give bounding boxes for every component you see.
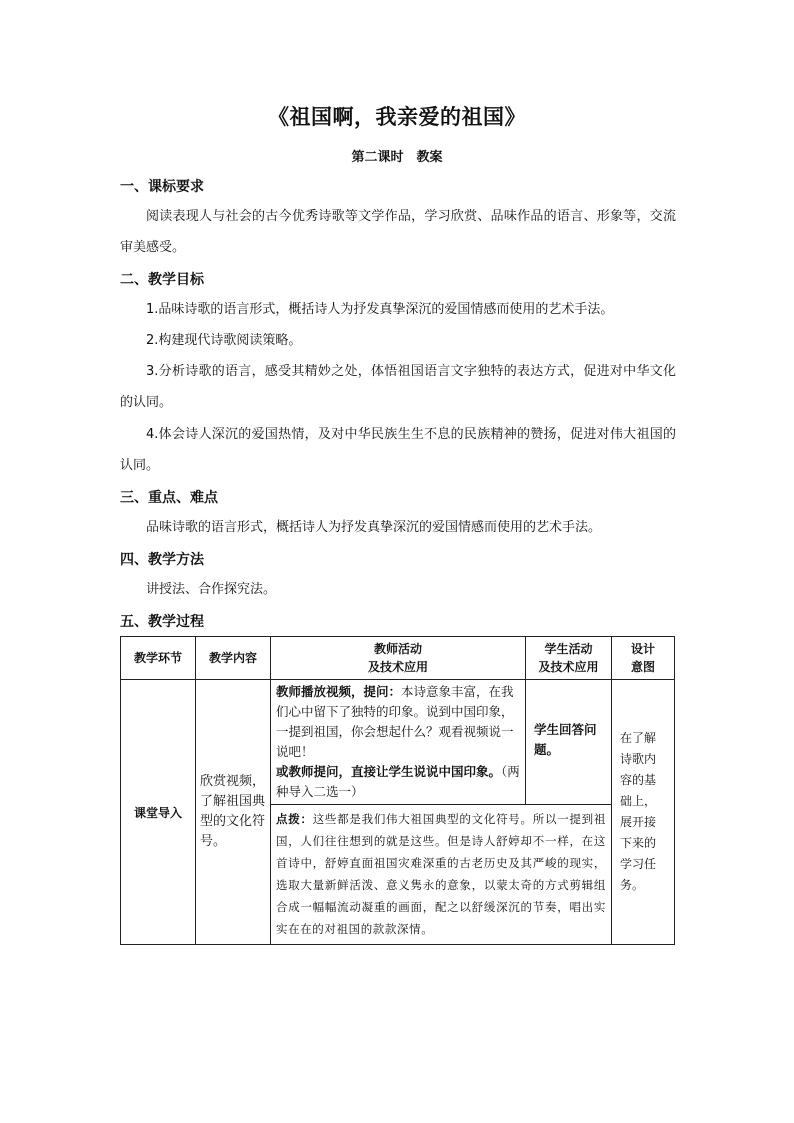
cell-teacher-activity (271, 680, 526, 805)
table-header-row (121, 637, 675, 680)
teacher-alt-bold: 或教师提问，直接让学生说说中国印象。 (276, 764, 502, 779)
header-teacher-line1: 教师活动 (373, 642, 422, 656)
objective-item-2: 2.构建现代诗歌阅读策略。 (146, 333, 302, 348)
cell-env: 课堂导入 (121, 680, 196, 945)
cell-teacher-guidance (271, 805, 612, 945)
page-subtitle: 第二课时 教案 (351, 150, 443, 165)
cell-content: 欣赏视频，了解祖国典型的文化符号。 (196, 680, 271, 945)
teacher-prompt-bold: 教师播放视频，提问： (276, 684, 402, 699)
section-heading-objectives: 二、教学目标 (120, 272, 204, 288)
header-student (526, 637, 612, 680)
teacher-alt-text: （两种导入二选一） (276, 764, 520, 799)
guidance-text: 这些都是我们伟大祖国典型的文化符号。所以一提到祖国，人们往往想到的就是这些。但是诗人舒婷却不一样，在这首诗中，舒婷直面祖国灾难深重的古老历史及其严峻的现实，选取大量新鲜活泼、意义隽永的意象，以蒙太奇的方式剪辑组合成一幅幅流动凝重的画面，配之以舒缓深沉的节奏，唱出实实在在的对祖国的款款深情。 (276, 812, 606, 936)
cell-design-intent: 在了解诗歌内容的基础上，展开接下来的学习任务。 (612, 680, 675, 945)
guidance-label: 点拨： (276, 812, 313, 826)
cell-student-activity: 学生回答问题。 (526, 680, 612, 805)
objective-item-4: 4.体会诗人深沉的爱国热情，及对中华民族生生不息的民族精神的赞扬，促进对伟大祖国的认同。 (120, 427, 676, 473)
header-env: 教学环节 (121, 637, 196, 680)
section-paragraph: 阅读表现人与社会的古今优秀诗歌等文学作品，学习欣赏、品味作品的语言、形象等，交流审美感受。 (120, 209, 676, 255)
teaching-process-table (120, 636, 675, 945)
section-paragraph: 讲授法、合作探究法。 (146, 582, 277, 597)
header-student-line2: 及技术应用 (538, 660, 599, 674)
section-heading-methods: 四、教学方法 (120, 552, 204, 568)
objective-item-1: 1.品味诗歌的语言形式，概括诗人为抒发真挚深沉的爱国情感而使用的艺术手法。 (146, 302, 614, 317)
header-teacher-line2: 及技术应用 (367, 660, 428, 674)
header-teacher (271, 637, 526, 680)
header-design-line1: 设计 (630, 642, 655, 656)
section-heading-process: 五、教学过程 (120, 614, 204, 630)
header-content: 教学内容 (196, 637, 271, 680)
teacher-prompt-text: 本诗意象丰富，在我们心中留下了独特的印象。说到中国印象，一提到祖国，你会想起什么？观看视频说一说吧！ (276, 684, 514, 759)
section-heading-key-points: 三、重点、难点 (120, 490, 218, 506)
section-heading-standards: 一、课标要求 (120, 179, 204, 195)
section-paragraph: 品味诗歌的语言形式，概括诗人为抒发真挚深沉的爱国情感而使用的艺术手法。 (146, 520, 602, 535)
header-design-line2: 意图 (630, 660, 655, 674)
header-student-line1: 学生活动 (544, 642, 593, 656)
objective-item-3: 3.分析诗歌的语言，感受其精妙之处，体悟祖国语言文字独特的表达方式，促进对中华文化的认同。 (120, 364, 676, 410)
table-row (121, 680, 675, 805)
header-design (612, 637, 675, 680)
page-title: 《祖国啊，我亲爱的祖国》 (268, 104, 526, 129)
